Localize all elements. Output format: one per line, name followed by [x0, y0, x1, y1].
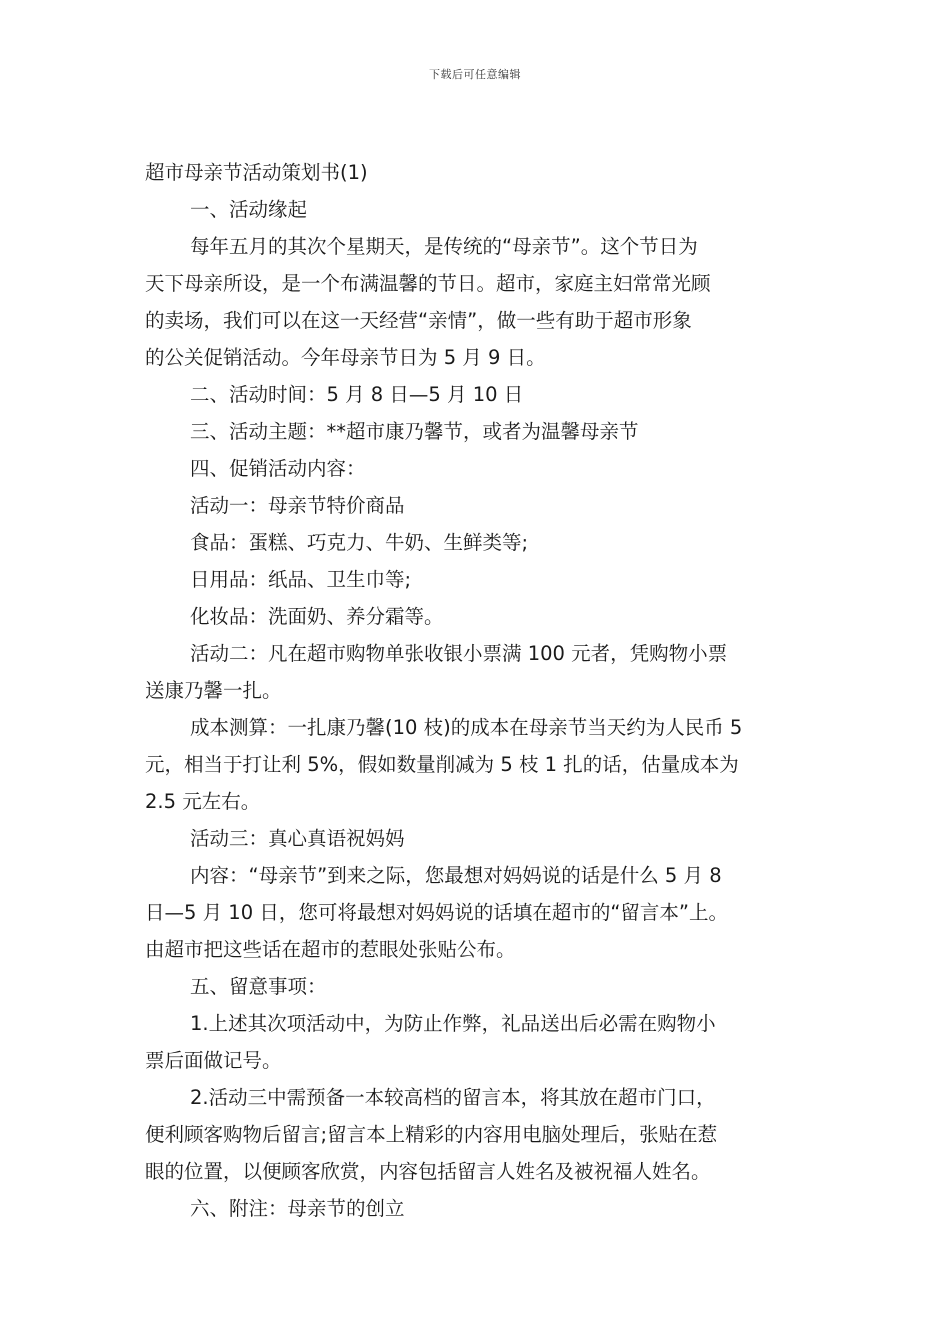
header-note: 下载后可任意编辑	[429, 68, 521, 81]
text-line: 的公关促销活动。今年母亲节日为 5 月 9 日。	[145, 346, 546, 369]
text-line: 2.活动三中需预备一本较高档的留言本，将其放在超市门口，	[190, 1086, 716, 1109]
text-line: 食品：蛋糕、巧克力、牛奶、生鲜类等;	[190, 531, 529, 554]
text-line: 天下母亲所设，是一个布满温馨的节日。超市，家庭主妇常常光顾	[145, 272, 711, 295]
paragraph-lines	[145, 191, 825, 1227]
text-line: 二、活动时间：5 月 8 日—5 月 10 日	[190, 383, 524, 406]
text-line: 每年五月的其次个星期天，是传统的“母亲节”。这个节日为	[190, 235, 698, 258]
text-line: 2.5 元左右。	[145, 790, 261, 813]
text-line: 票后面做记号。	[145, 1049, 282, 1072]
text-line: 一、活动缘起	[190, 198, 308, 221]
text-line: 五、留意事项：	[190, 975, 327, 998]
text-line: 日—5 月 10 日，您可将最想对妈妈说的话填在超市的“留言本”上。	[145, 901, 729, 924]
text-line: 便利顾客购物后留言;留言本上精彩的内容用电脑处理后，张贴在惹	[145, 1123, 718, 1146]
text-line: 日用品：纸品、卫生巾等;	[190, 568, 412, 591]
text-line: 内容：“母亲节”到来之际，您最想对妈妈说的话是什么 5 月 8	[190, 864, 722, 887]
text-line: 送康乃馨一扎。	[145, 679, 282, 702]
text-line: 三、活动主题：**超市康乃馨节，或者为温馨母亲节	[190, 420, 639, 443]
text-line: 成本测算：一扎康乃馨(10 枝)的成本在母亲节当天约为人民币 5	[190, 716, 743, 739]
document-body	[145, 154, 825, 1227]
text-line: 的卖场，我们可以在这一天经营“亲情”，做一些有助于超市形象	[145, 309, 692, 332]
text-line: 活动三：真心真语祝妈妈	[190, 827, 405, 850]
text-line: 眼的位置，以便顾客欣赏，内容包括留言人姓名及被祝福人姓名。	[145, 1160, 711, 1183]
text-line: 化妆品：洗面奶、养分霜等。	[190, 605, 444, 628]
text-line: 活动一：母亲节特价商品	[190, 494, 405, 517]
text-line: 活动二：凡在超市购物单张收银小票满 100 元者，凭购物小票	[190, 642, 728, 665]
document-title: 超市母亲节活动策划书(1)	[145, 161, 368, 184]
text-line: 元，相当于打让利 5%，假如数量削减为 5 枝 1 扎的话，估量成本为	[145, 753, 739, 776]
text-line: 由超市把这些话在超市的惹眼处张贴公布。	[145, 938, 516, 961]
text-line: 六、附注：母亲节的创立	[190, 1197, 405, 1220]
text-line: 1.上述其次项活动中，为防止作弊，礼品送出后必需在购物小	[190, 1012, 716, 1035]
text-line: 四、促销活动内容：	[190, 457, 366, 480]
